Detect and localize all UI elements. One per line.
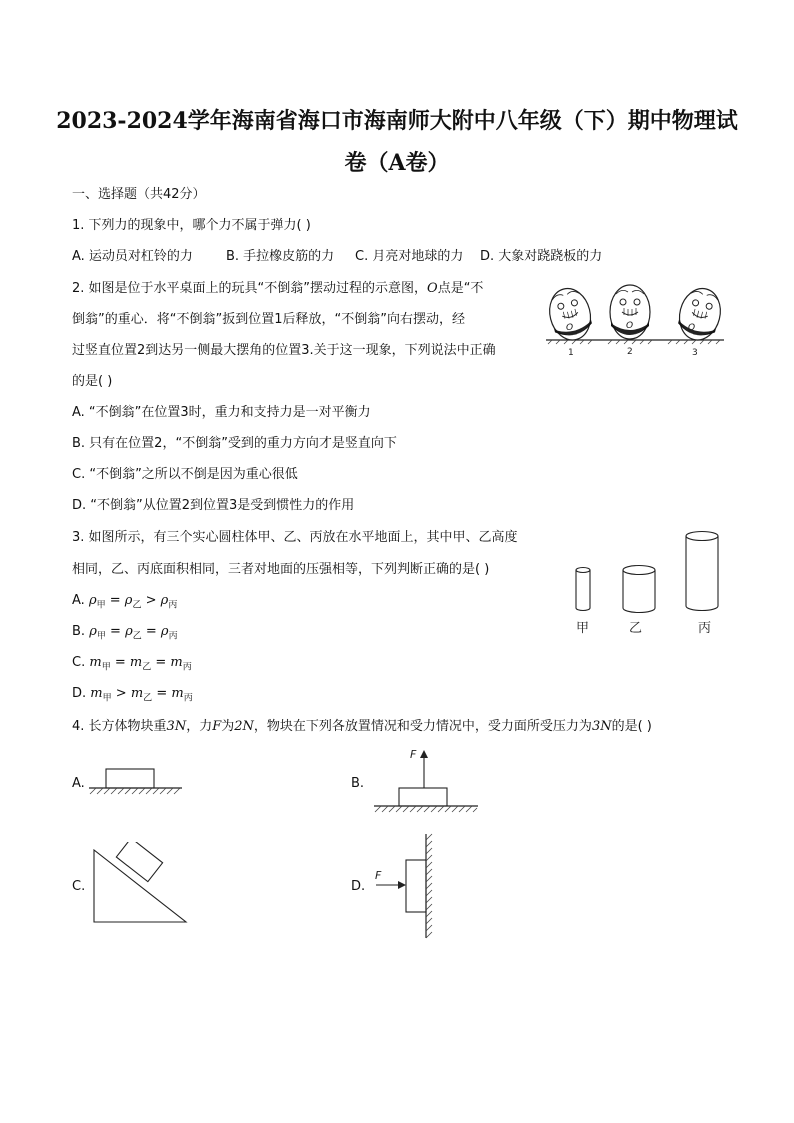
force-label-b: F [410, 748, 417, 761]
point-o-label-2: O [626, 321, 634, 331]
cylinder-bing [686, 532, 718, 611]
page-title-line2: 卷（A卷） [344, 150, 450, 176]
force-label-d: F [375, 869, 382, 882]
q3-option-a[interactable]: A. $\rho_甲 = \rho_乙 > \rho_丙$ [72, 593, 178, 611]
q2-stem-line1: 2. 如图是位于水平桌面上的玩具“不倒翁”摆动过程的示意图，O点是“不 [72, 281, 484, 296]
cylinder-label-bing: 丙 [698, 621, 712, 636]
q3-option-b[interactable]: B. $\rho_甲 = \rho_乙 = \rho_丙$ [72, 624, 178, 642]
page-title-line1: 2023-2024学年海南省海口市海南师大附中八年级（下）期中物理试 [56, 108, 738, 134]
q3-stem-line2: 相同，乙、丙底面积相同，三者对地面的压强相等，下列判断正确的是( ) [72, 562, 490, 577]
q3-option-d[interactable]: D. $m_甲 > m_乙 = m_丙$ [72, 686, 193, 704]
q4-figure-c[interactable] [90, 842, 192, 926]
tumbler-3 [674, 284, 725, 344]
position-label-1: 1 [568, 348, 574, 358]
q1-stem: 1. 下列力的现象中，哪个力不属于弹力( ) [72, 218, 311, 233]
q4-option-c-label[interactable]: C. [72, 879, 86, 894]
position-label-3: 3 [692, 348, 698, 358]
q2-option-d[interactable]: D. “不倒翁”从位置2到位置3是受到惯性力的作用 [72, 498, 355, 513]
q4-figure-d[interactable] [370, 830, 440, 942]
cylinder-label-jia: 甲 [576, 621, 590, 636]
q1-option-c[interactable]: C. 月亮对地球的力 [355, 249, 464, 264]
q2-stem-line2: 倒翁”的重心．将“不倒翁”扳到位置1后释放，“不倒翁”向右摆动，经 [72, 312, 465, 327]
point-o-label-3: O [688, 323, 696, 333]
point-o-label-1: O [566, 323, 574, 333]
q2-option-b[interactable]: B. 只有在位置2，“不倒翁”受到的重力方向才是竖直向下 [72, 436, 397, 451]
cylinder-label-yi: 乙 [629, 621, 643, 636]
q4-figure-a[interactable] [86, 764, 186, 800]
q3-stem-line1: 3. 如图所示，有三个实心圆柱体甲、乙、丙放在水平地面上，其中甲、乙高度 [72, 530, 518, 545]
q1-option-b[interactable]: B. 手拉橡皮筋的力 [226, 249, 335, 264]
q4-option-a-label[interactable]: A. [72, 776, 85, 791]
tumbler-1 [544, 284, 595, 344]
q2-option-a[interactable]: A. “不倒翁”在位置3时，重力和支持力是一对平衡力 [72, 405, 371, 420]
q4-option-b-label[interactable]: B. [351, 776, 365, 791]
q2-stem-line3: 过竖直位置2到达另一侧最大摆角的位置3.关于这一现象，下列说法中正确 [72, 343, 496, 358]
position-label-2: 2 [627, 347, 633, 357]
section-heading: 一、选择题（共42分） [72, 187, 206, 202]
cylinders-figure [565, 528, 730, 640]
q3-option-c[interactable]: C. $m_甲 = m_乙 = m_丙$ [72, 655, 192, 673]
q1-option-a[interactable]: A. 运动员对杠铃的力 [72, 249, 193, 264]
q1-option-d[interactable]: D. 大象对跷跷板的力 [480, 249, 603, 264]
q2-option-c[interactable]: C. “不倒翁”之所以不倒是因为重心很低 [72, 467, 298, 482]
cylinder-yi [623, 566, 655, 613]
q2-stem-line4: 的是( ) [72, 374, 113, 389]
q4-option-d-label[interactable]: D. [351, 879, 366, 894]
cylinder-jia [576, 568, 590, 611]
q4-stem: 4. 长方体物块重3N，力F为2N，物块在下列各放置情况和受力情况中，受力面所受压力为3N的是( ) [72, 719, 652, 734]
tumbler-figure [540, 282, 730, 362]
q4-figure-b[interactable] [372, 744, 482, 820]
